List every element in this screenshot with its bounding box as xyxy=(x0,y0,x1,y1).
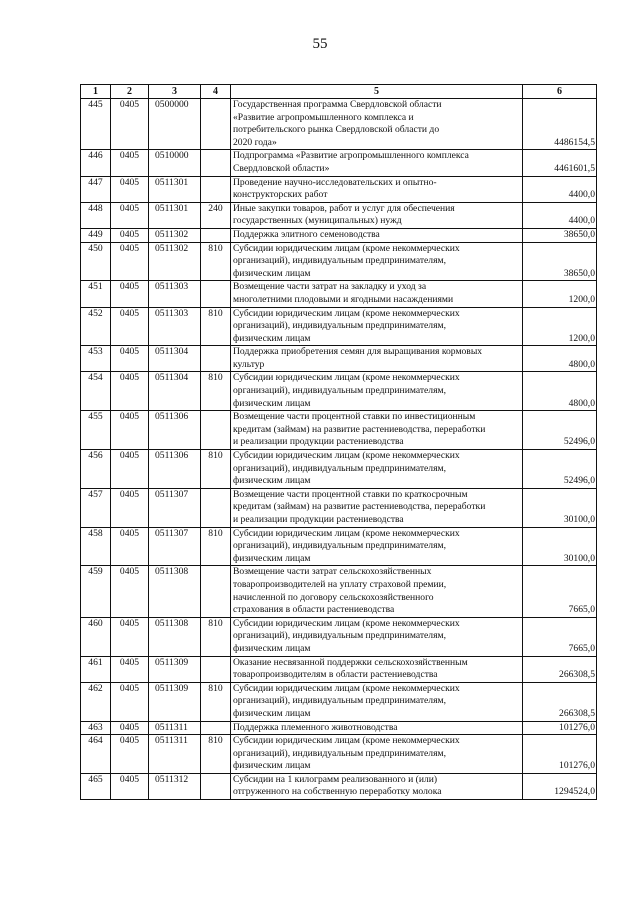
section-code-cell: 0405 xyxy=(111,735,149,774)
table-row xyxy=(81,656,597,682)
amount-cell: 266308,5 xyxy=(523,656,597,682)
table-row xyxy=(81,372,597,411)
expense-type-cell: 810 xyxy=(201,242,231,281)
section-code-cell: 0405 xyxy=(111,488,149,527)
item-name-line: Возмещение части процентной ставки по краткосрочным xyxy=(233,488,468,500)
amount-cell: 4486154,5 xyxy=(523,99,597,150)
expense-type-cell: 810 xyxy=(201,682,231,721)
item-name-cell xyxy=(231,566,523,617)
item-name-line: «Развитие агропромышленного комплекса и xyxy=(233,111,414,123)
target-code-cell: 0511309 xyxy=(149,682,201,721)
item-name-cell xyxy=(231,721,523,735)
expense-type-cell xyxy=(201,99,231,150)
expense-type-cell xyxy=(201,346,231,372)
row-number-cell: 452 xyxy=(81,307,111,346)
table-row xyxy=(81,281,597,307)
target-code-cell: 0511306 xyxy=(149,411,201,450)
item-name-cell xyxy=(231,372,523,411)
item-name-cell xyxy=(231,281,523,307)
amount-cell: 52496,0 xyxy=(523,450,597,489)
table-row xyxy=(81,228,597,242)
row-number-cell: 446 xyxy=(81,150,111,176)
item-name-line: физическим лицам xyxy=(233,332,311,344)
section-code-cell: 0405 xyxy=(111,281,149,307)
item-name-line: кредитам (займам) на развитие растениеводства, переработки xyxy=(233,423,486,435)
amount-cell: 38650,0 xyxy=(523,228,597,242)
row-number-cell: 455 xyxy=(81,411,111,450)
item-name-cell xyxy=(231,307,523,346)
item-name-cell xyxy=(231,488,523,527)
expense-type-cell xyxy=(201,150,231,176)
table-row xyxy=(81,721,597,735)
item-name-line: физическим лицам xyxy=(233,397,311,409)
row-number-cell: 462 xyxy=(81,682,111,721)
item-name-cell xyxy=(231,99,523,150)
item-name-line: товаропроизводителей на уплату страховой премии, xyxy=(233,578,447,590)
section-code-cell: 0405 xyxy=(111,566,149,617)
section-code-cell: 0405 xyxy=(111,99,149,150)
amount-cell: 1200,0 xyxy=(523,307,597,346)
item-name-line: государственных (муниципальных) нужд xyxy=(233,215,402,227)
item-name-line: Возмещение части процентной ставки по инвестиционным xyxy=(233,411,476,423)
item-name-line: культур xyxy=(233,358,265,370)
section-code-cell: 0405 xyxy=(111,346,149,372)
expense-type-cell: 810 xyxy=(201,307,231,346)
row-number-cell: 448 xyxy=(81,202,111,228)
item-name-cell xyxy=(231,228,523,242)
table-row xyxy=(81,307,597,346)
target-code-cell: 0511303 xyxy=(149,281,201,307)
item-name-line: организаций), индивидуальным предпринимателям, xyxy=(233,462,446,474)
item-name-line: физическим лицам xyxy=(233,267,311,279)
expense-type-cell xyxy=(201,488,231,527)
amount-cell: 52496,0 xyxy=(523,411,597,450)
table-row xyxy=(81,566,597,617)
item-name-line: страхования в области растениеводства xyxy=(233,604,395,616)
target-code-cell: 0511304 xyxy=(149,372,201,411)
column-header-2: 2 xyxy=(111,85,149,99)
item-name-line: Возмещение части затрат на закладку и уход за xyxy=(233,281,427,293)
item-name-line: 2020 года» xyxy=(233,136,277,148)
column-header-3: 3 xyxy=(149,85,201,99)
section-code-cell: 0405 xyxy=(111,721,149,735)
section-code-cell: 0405 xyxy=(111,242,149,281)
expense-type-cell xyxy=(201,656,231,682)
page-number: 55 xyxy=(312,36,328,52)
row-number-cell: 449 xyxy=(81,228,111,242)
column-header-1: 1 xyxy=(81,85,111,99)
table-row xyxy=(81,773,597,799)
target-code-cell: 0511301 xyxy=(149,202,201,228)
item-name-line: конструкторских работ xyxy=(233,189,328,201)
budget-table xyxy=(80,84,597,800)
item-name-line: товаропроизводителям в области растениеводства xyxy=(233,669,438,681)
expense-type-cell: 810 xyxy=(201,527,231,566)
target-code-cell: 0511302 xyxy=(149,228,201,242)
item-name-line: Оказание несвязанной поддержки сельскохозяйственным xyxy=(233,656,468,668)
table-header-row xyxy=(81,85,597,99)
expense-type-cell: 810 xyxy=(201,450,231,489)
item-name-line: Субсидии юридическим лицам (кроме некоммерческих xyxy=(233,735,460,747)
row-number-cell: 465 xyxy=(81,773,111,799)
amount-cell: 4400,0 xyxy=(523,176,597,202)
item-name-line: физическим лицам xyxy=(233,760,311,772)
table-row xyxy=(81,176,597,202)
item-name-line: многолетними плодовыми и ягодными насаждениями xyxy=(233,293,454,305)
item-name-line: организаций), индивидуальным предпринимателям, xyxy=(233,385,446,397)
item-name-line: Поддержка приобретения семян для выращивания кормовых xyxy=(233,346,483,358)
table-row xyxy=(81,346,597,372)
item-name-line: Возмещение части затрат сельскохозяйственных xyxy=(233,566,432,578)
table-body xyxy=(81,99,597,800)
target-code-cell: 0511308 xyxy=(149,617,201,656)
item-name-line: физическим лицам xyxy=(233,475,311,487)
item-name-cell xyxy=(231,346,523,372)
expense-type-cell: 240 xyxy=(201,202,231,228)
item-name-line: физическим лицам xyxy=(233,552,311,564)
amount-cell: 30100,0 xyxy=(523,527,597,566)
section-code-cell: 0405 xyxy=(111,527,149,566)
table-row xyxy=(81,99,597,150)
section-code-cell: 0405 xyxy=(111,682,149,721)
row-number-cell: 458 xyxy=(81,527,111,566)
target-code-cell: 0511307 xyxy=(149,488,201,527)
row-number-cell: 454 xyxy=(81,372,111,411)
target-code-cell: 0511307 xyxy=(149,527,201,566)
amount-cell: 7665,0 xyxy=(523,617,597,656)
table-row xyxy=(81,411,597,450)
section-code-cell: 0405 xyxy=(111,656,149,682)
table-row xyxy=(81,202,597,228)
target-code-cell: 0500000 xyxy=(149,99,201,150)
target-code-cell: 0510000 xyxy=(149,150,201,176)
item-name-cell xyxy=(231,150,523,176)
item-name-line: Свердловской области» xyxy=(233,162,330,174)
amount-cell: 266308,5 xyxy=(523,682,597,721)
section-code-cell: 0405 xyxy=(111,450,149,489)
amount-cell: 1294524,0 xyxy=(523,773,597,799)
item-name-line: физическим лицам xyxy=(233,642,311,654)
item-name-line: и реализации продукции растениеводства xyxy=(233,436,404,448)
table-row xyxy=(81,682,597,721)
item-name-line: Государственная программа Свердловской области xyxy=(233,99,442,110)
item-name-line: Субсидии юридическим лицам (кроме некоммерческих xyxy=(233,372,460,384)
table-row xyxy=(81,617,597,656)
expense-type-cell xyxy=(201,411,231,450)
amount-cell: 4800,0 xyxy=(523,372,597,411)
item-name-line: физическим лицам xyxy=(233,707,311,719)
item-name-cell xyxy=(231,242,523,281)
item-name-cell xyxy=(231,411,523,450)
target-code-cell: 0511302 xyxy=(149,242,201,281)
expense-type-cell: 810 xyxy=(201,735,231,774)
item-name-line: и реализации продукции растениеводства xyxy=(233,514,404,525)
amount-cell: 30100,0 xyxy=(523,488,597,527)
section-code-cell: 0405 xyxy=(111,202,149,228)
section-code-cell: 0405 xyxy=(111,372,149,411)
section-code-cell: 0405 xyxy=(111,307,149,346)
row-number-cell: 456 xyxy=(81,450,111,489)
section-code-cell: 0405 xyxy=(111,773,149,799)
target-code-cell: 0511306 xyxy=(149,450,201,489)
table-row xyxy=(81,242,597,281)
row-number-cell: 461 xyxy=(81,656,111,682)
item-name-line: отгруженного на собственную переработку молока xyxy=(233,786,442,798)
table-row xyxy=(81,735,597,774)
amount-cell: 4461601,5 xyxy=(523,150,597,176)
item-name-line: Субсидии на 1 килограмм реализованного и (или) xyxy=(233,773,438,785)
amount-cell: 1200,0 xyxy=(523,281,597,307)
table-row xyxy=(81,488,597,527)
item-name-line: Проведение научно-исследовательских и опытно- xyxy=(233,176,437,188)
item-name-line: организаций), индивидуальным предпринимателям, xyxy=(233,695,446,707)
amount-cell: 4800,0 xyxy=(523,346,597,372)
item-name-cell xyxy=(231,682,523,721)
expense-type-cell: 810 xyxy=(201,372,231,411)
item-name-cell xyxy=(231,202,523,228)
target-code-cell: 0511304 xyxy=(149,346,201,372)
expense-type-cell xyxy=(201,566,231,617)
target-code-cell: 0511301 xyxy=(149,176,201,202)
target-code-cell: 0511309 xyxy=(149,656,201,682)
section-code-cell: 0405 xyxy=(111,617,149,656)
item-name-line: Субсидии юридическим лицам (кроме некоммерческих xyxy=(233,527,460,539)
item-name-line: Поддержка племенного животноводства xyxy=(233,721,398,733)
item-name-line: Иные закупки товаров, работ и услуг для обеспечения xyxy=(233,202,455,214)
item-name-cell xyxy=(231,176,523,202)
item-name-line: организаций), индивидуальным предпринимателям, xyxy=(233,320,446,332)
item-name-line: потребительского рынка Свердловской области до xyxy=(233,124,440,136)
table-row xyxy=(81,450,597,489)
column-header-6: 6 xyxy=(523,85,597,99)
row-number-cell: 453 xyxy=(81,346,111,372)
item-name-cell xyxy=(231,735,523,774)
row-number-cell: 463 xyxy=(81,721,111,735)
table-row xyxy=(81,527,597,566)
row-number-cell: 464 xyxy=(81,735,111,774)
row-number-cell: 460 xyxy=(81,617,111,656)
target-code-cell: 0511308 xyxy=(149,566,201,617)
amount-cell: 38650,0 xyxy=(523,242,597,281)
expense-type-cell xyxy=(201,228,231,242)
target-code-cell: 0511311 xyxy=(149,721,201,735)
section-code-cell: 0405 xyxy=(111,411,149,450)
expense-type-cell: 810 xyxy=(201,617,231,656)
amount-cell: 101276,0 xyxy=(523,735,597,774)
item-name-line: Субсидии юридическим лицам (кроме некоммерческих xyxy=(233,617,460,629)
item-name-line: Субсидии юридическим лицам (кроме некоммерческих xyxy=(233,450,460,462)
item-name-line: Субсидии юридическим лицам (кроме некоммерческих xyxy=(233,682,460,694)
amount-cell: 4400,0 xyxy=(523,202,597,228)
item-name-cell xyxy=(231,656,523,682)
table-row xyxy=(81,150,597,176)
section-code-cell: 0405 xyxy=(111,150,149,176)
row-number-cell: 459 xyxy=(81,566,111,617)
item-name-cell xyxy=(231,617,523,656)
expense-type-cell xyxy=(201,773,231,799)
item-name-line: Субсидии юридическим лицам (кроме некоммерческих xyxy=(233,307,460,319)
item-name-line: организаций), индивидуальным предпринимателям, xyxy=(233,255,446,267)
row-number-cell: 457 xyxy=(81,488,111,527)
amount-cell: 7665,0 xyxy=(523,566,597,617)
section-code-cell: 0405 xyxy=(111,228,149,242)
row-number-cell: 447 xyxy=(81,176,111,202)
item-name-line: кредитам (займам) на развитие растениеводства, переработки xyxy=(233,501,486,513)
column-header-4: 4 xyxy=(201,85,231,99)
item-name-line: Подпрограмма «Развитие агропромышленного комплекса xyxy=(233,150,469,162)
amount-cell: 101276,0 xyxy=(523,721,597,735)
row-number-cell: 451 xyxy=(81,281,111,307)
target-code-cell: 0511312 xyxy=(149,773,201,799)
expense-type-cell xyxy=(201,281,231,307)
expense-type-cell xyxy=(201,721,231,735)
item-name-line: организаций), индивидуальным предпринимателям, xyxy=(233,747,446,759)
target-code-cell: 0511303 xyxy=(149,307,201,346)
item-name-cell xyxy=(231,450,523,489)
row-number-cell: 450 xyxy=(81,242,111,281)
column-header-5: 5 xyxy=(231,85,523,99)
section-code-cell: 0405 xyxy=(111,176,149,202)
expense-type-cell xyxy=(201,176,231,202)
item-name-cell xyxy=(231,773,523,799)
item-name-line: организаций), индивидуальным предпринимателям, xyxy=(233,540,446,552)
item-name-cell xyxy=(231,527,523,566)
target-code-cell: 0511311 xyxy=(149,735,201,774)
item-name-line: начисленной по договору сельскохозяйственного xyxy=(233,591,434,603)
row-number-cell: 445 xyxy=(81,99,111,150)
item-name-line: Поддержка элитного семеноводства xyxy=(233,228,380,240)
item-name-line: организаций), индивидуальным предпринимателям, xyxy=(233,630,446,642)
item-name-line: Субсидии юридическим лицам (кроме некоммерческих xyxy=(233,242,460,254)
